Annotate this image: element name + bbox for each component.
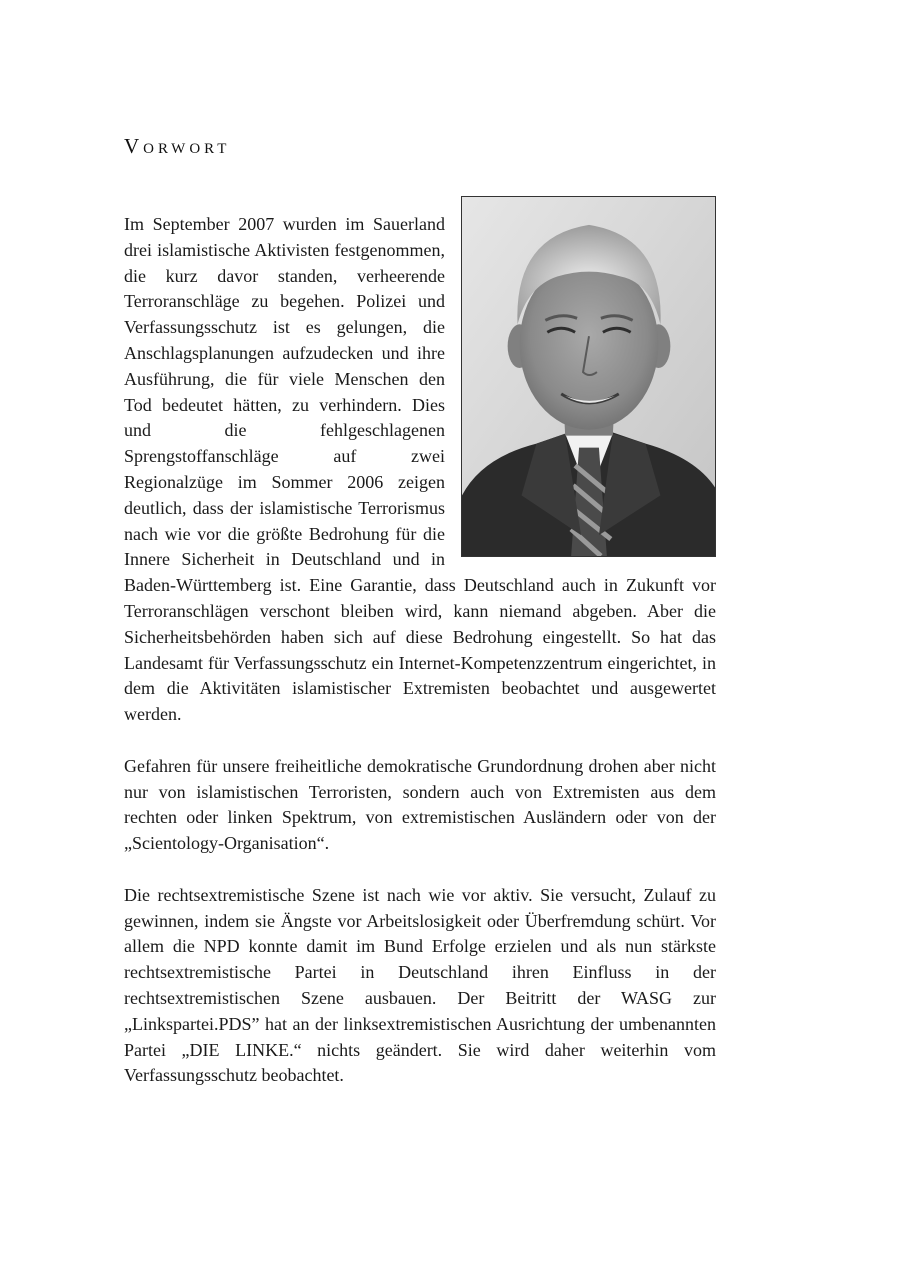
body-text	[124, 212, 716, 1115]
portrait-photo	[461, 196, 716, 557]
page-title: Vorwort	[124, 134, 231, 158]
portrait-image	[462, 197, 715, 556]
paragraph-2: Gefahren für unsere freiheitliche demokratische Grundordnung drohen aber nicht nur von islamistischen Terroristen, sondern auch von Extremisten aus dem rechten oder linken Spektrum, von extremistischen Ausländern oder von der „Scientology-Organisation“.	[124, 755, 716, 854]
paragraph-3: Die rechtsextremistische Szene ist nach wie vor aktiv. Sie versucht, Zulauf zu gewinnen, indem sie Ängste vor Arbeitslosigkeit oder Überfremdung schürt. Vor allem die NPD konnte damit im Bund Erfolge erzielen und als nun stärkste rechtsextremistische Partei in Deutschland ihren Einfluss in der rechtsextremistischen Szene ausbauen. Der Beitritt der WASG zur „Linkspartei.PDS” hat an der linksextremistischen Ausrichtung der umbenannten Partei „DIE LINKE.“ nichts geändert. Sie wird daher weiterhin vom Verfassungsschutz beobachtet.	[124, 884, 716, 1086]
paragraph-1: Im September 2007 wurden im Sauerland drei islamistische Aktivisten festgenommen, die kurz davor standen, verheerende Terroranschläge zu begehen. Polizei und Verfassungsschutz ist es gelungen, die Anschlagsplanungen aufzudecken und ihre Ausführung, die für viele Menschen den Tod bedeutet hätten, zu verhindern. Dies und die fehlgeschlagenen Sprengstoffanschläge auf zwei Regionalzüge im Sommer 2006 zeigen deutlich, dass der islamistische Terrorismus nach wie vor die größte Bedrohung für die Innere Sicherheit in Deutschland und in Baden-Württemberg ist. Eine Garantie, dass Deutschland auch in Zukunft vor Terroranschlägen verschont bleiben wird, kann niemand abgeben. Aber die Sicherheitsbehörden haben sich auf diese Bedrohung eingestellt. So hat das Landesamt für Verfassungsschutz ein Internet-Kompetenzzentrum eingerichtet, in dem die Aktivitäten islamistischer Extremisten beobachtet und ausgewertet werden.	[124, 214, 716, 725]
